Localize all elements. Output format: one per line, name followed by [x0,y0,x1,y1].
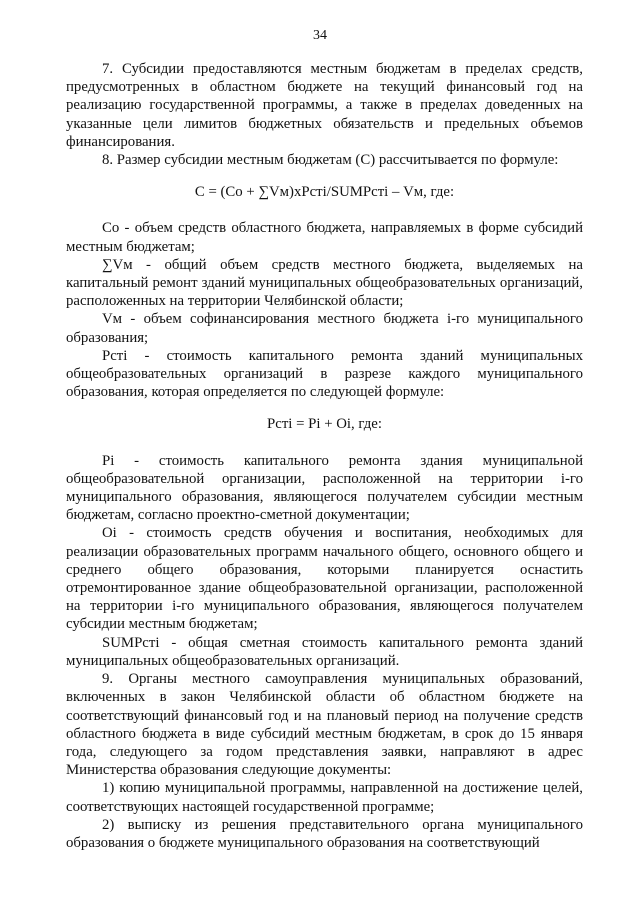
definition-c0: Со - объем средств областного бюджета, направляемых в форме субсидий местным бюджетам; [66,220,583,255]
definition-sum-pcti: SUMРсті - общая сметная стоимость капитального ремонта зданий муниципальных общеобразовательных организаций. [66,634,583,669]
definition-oi: Оі - стоимость средств обучения и воспитания, необходимых для реализации образовательных программ начального общего, основного общего и среднего общего образования, которыми планируется оснастить отремонтированное здание общеобразовательной организации, расположенной на территории і-го муниципального образования, являющегося получателем субсидии местным бюджетам; [66,525,583,633]
list-item-2: 2) выписку из решения представительного органа муниципального образования о бюджете муниципального образования на соответствующий [66,816,583,851]
paragraph-8: 8. Размер субсидии местным бюджетам (С) рассчитывается по формуле: [102,152,559,169]
document-body [66,60,583,852]
cost-formula: Рсті = Рі + Оі, где: [267,416,382,433]
paragraph-7: 7. Субсидии предоставляются местным бюджетам в пределах средств, предусмотренных в областном бюджете на текущий финансовый год на реализацию государственной программы, а также в пределах доведенных на указанные цели лимитов бюджетных обязательств и предельных объемов финансирования. [66,61,583,150]
definition-sum-vm: ∑Vм - общий объем средств местного бюджета, выделяемых на капитальный ремонт зданий муниципальных общеобразовательных организаций, расположенных на территории Челябинской области; [66,256,583,310]
paragraph-9: 9. Органы местного самоуправления муниципальных образований, включенных в закон Челябинской области об областном бюджете на соответствующий финансовый год и на плановый период на получение средств областного бюджета в виде субсидий местным бюджетам, в срок до 15 января года, следующего за годом представления заявки, направляют в адрес Министерства образования следующие документы: [66,671,583,779]
definition-pcti: Рсті - стоимость капитального ремонта зданий муниципальных общеобразовательных организаций в разрезе каждого муниципального образования, которая определяется по следующей формуле: [66,347,583,401]
definition-vm: Vм - объем софинансирования местного бюджета i-го муниципального образования; [66,311,583,346]
list-item-1: 1) копию муниципальной программы, направленной на достижение целей, соответствующих настоящей государственной программе; [66,780,583,815]
definition-pi: Рі - стоимость капитального ремонта здания муниципальной общеобразовательной организации, расположенной на территории і-го муниципального образования, являющегося получателем субсидии местным бюджетам, согласно проектно-сметной документации; [66,452,583,524]
subsidy-formula: С = (Со + ∑Vм)хРсті/SUMРсті – Vм, где: [194,184,455,201]
page-number: 34 [313,28,327,43]
